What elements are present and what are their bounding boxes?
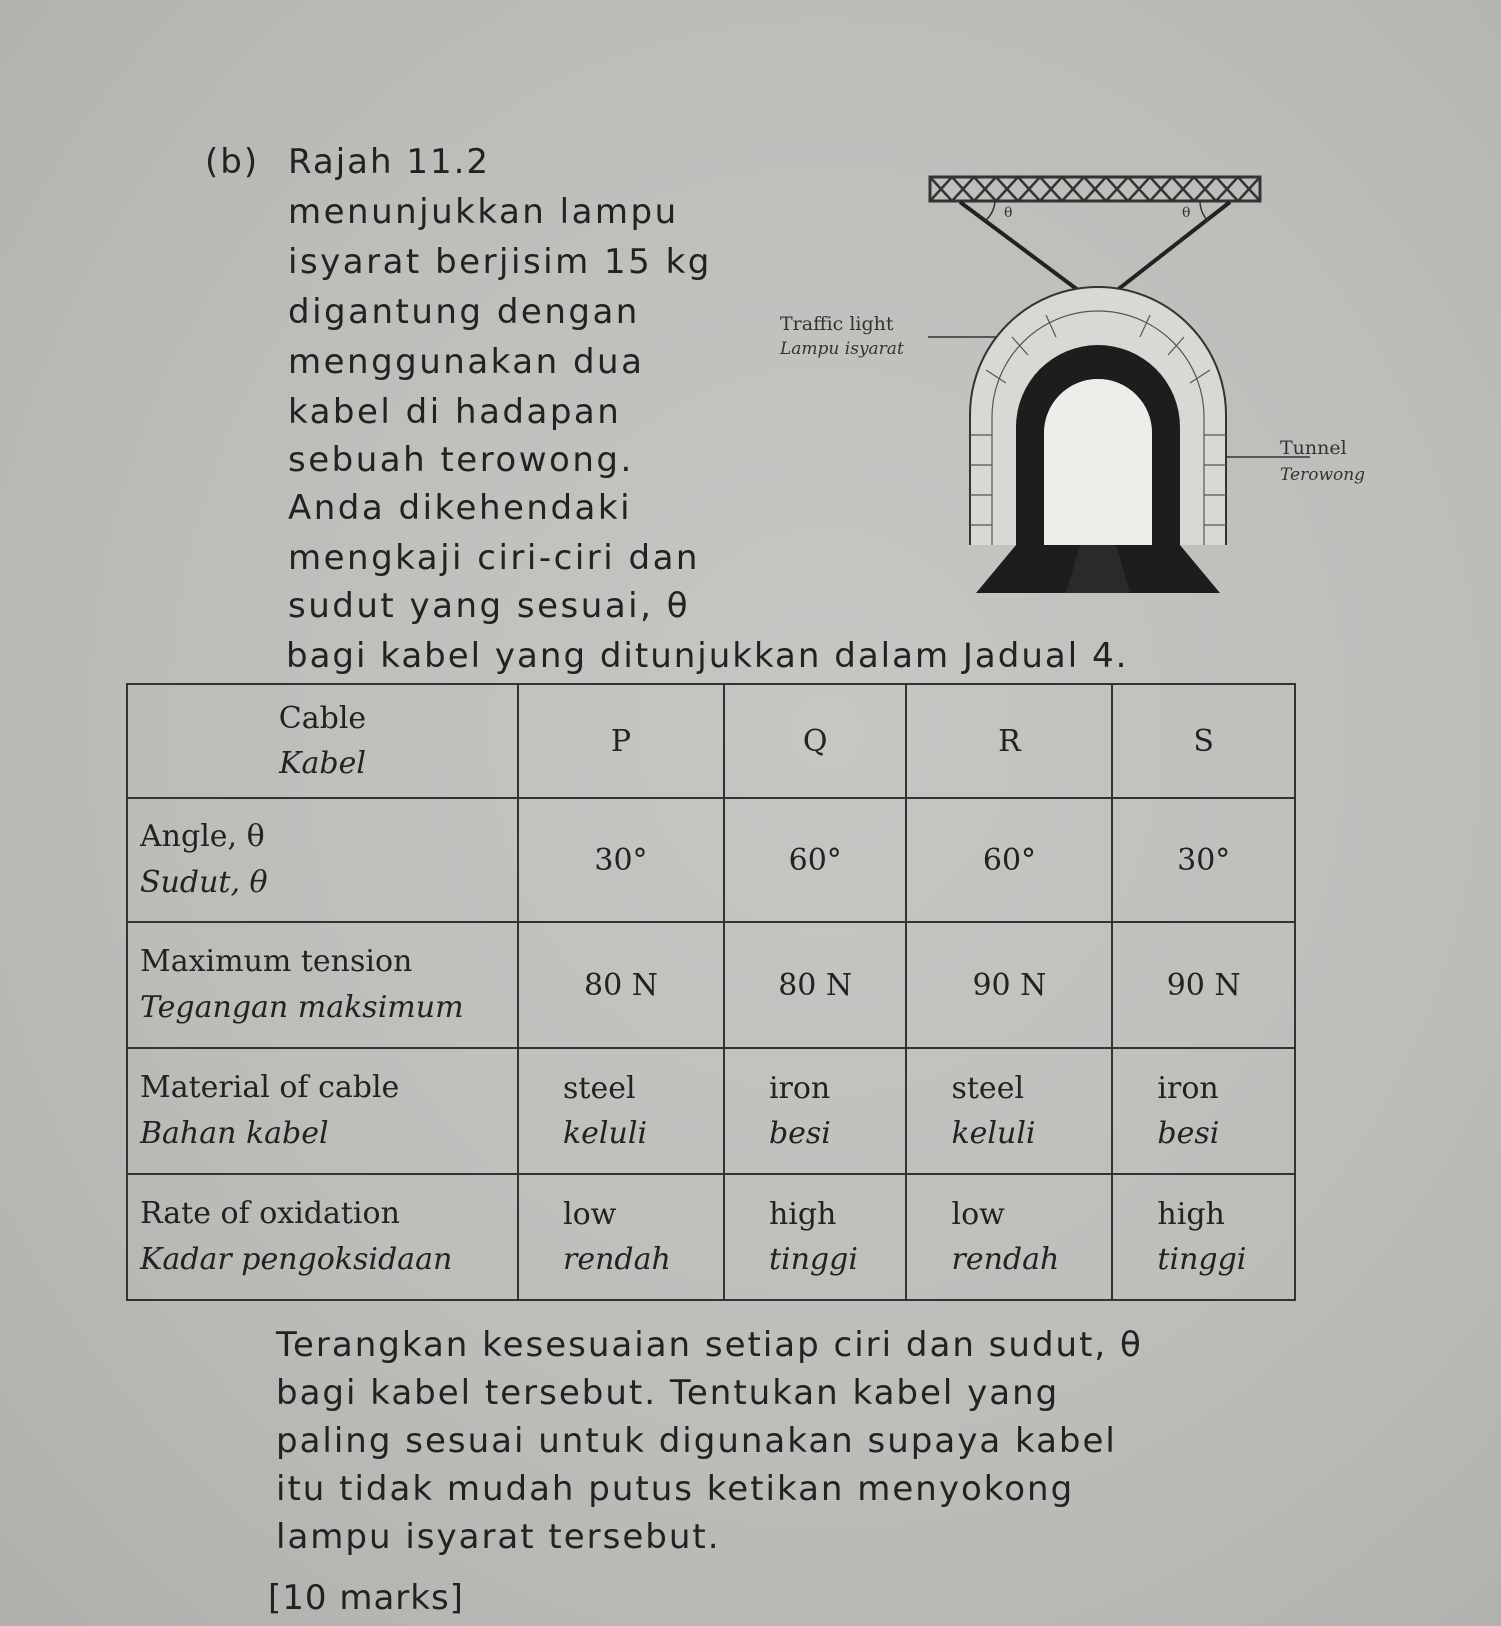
column-s: S: [1112, 684, 1295, 798]
oxidation-en: low: [951, 1197, 1005, 1232]
material-r: [906, 1048, 1112, 1174]
intro-full-line: bagi kabel yang ditunjukkan dalam Jadual 4.: [286, 636, 1129, 676]
material-en: iron: [768, 1071, 831, 1106]
instruction-line: lampu isyarat tersebut.: [276, 1517, 721, 1557]
table-row-tension: [127, 922, 1295, 1048]
material-s: [1112, 1048, 1295, 1174]
header-cable-cell: [127, 684, 518, 798]
traffic-light-label-ms: Lampu isyarat: [780, 339, 904, 359]
tension-r: 90 N: [906, 922, 1112, 1048]
angle-q: 60°: [724, 798, 907, 922]
row-label-ms: Bahan kabel: [140, 1116, 329, 1151]
material-en: steel: [951, 1071, 1025, 1106]
material-en: iron: [1157, 1071, 1219, 1106]
tunnel-diagram: [780, 165, 1400, 595]
material-ms: besi: [768, 1116, 831, 1151]
tunnel-arch: [970, 287, 1226, 593]
instruction-line: paling sesuai untuk digunakan supaya kabel: [276, 1421, 1117, 1461]
row-label-ms: Kadar pengoksidaan: [140, 1242, 453, 1277]
cable-table: [126, 683, 1296, 1301]
tunnel-illustration: [780, 165, 1400, 595]
row-label-en: Maximum tension: [140, 943, 413, 979]
instruction-line: bagi kabel tersebut. Tentukan kabel yang: [276, 1373, 1060, 1413]
instruction-line: itu tidak mudah putus ketikan menyokong: [276, 1469, 1075, 1509]
girder-beam: [930, 177, 1260, 201]
row-label-tension: [127, 922, 518, 1048]
intro-line: sebuah terowong.: [288, 440, 634, 480]
column-p: P: [518, 684, 724, 798]
material-q: [724, 1048, 907, 1174]
angle-s: 30°: [1112, 798, 1295, 922]
row-label-en: Rate of oxidation: [140, 1195, 400, 1231]
intro-line: digantung dengan: [288, 292, 640, 332]
material-p: [518, 1048, 724, 1174]
table-row-material: [127, 1048, 1295, 1174]
intro-line: kabel di hadapan: [288, 392, 622, 432]
oxidation-s: [1112, 1174, 1295, 1300]
angle-r: 60°: [906, 798, 1112, 922]
oxidation-ms: rendah: [563, 1242, 671, 1277]
tunnel-label-en: Tunnel: [1280, 437, 1347, 459]
table-row-angle: [127, 798, 1295, 922]
question-label: (b): [205, 142, 260, 182]
tunnel-label-ms: Terowong: [1280, 465, 1366, 485]
row-label-en: Material of cable: [140, 1069, 400, 1105]
material-ms: keluli: [563, 1116, 648, 1151]
intro-line: menggunakan dua: [288, 342, 645, 382]
intro-line: isyarat berjisim 15 kg: [288, 242, 712, 282]
oxidation-en: high: [1157, 1197, 1225, 1232]
intro-line: sudut yang sesuai, θ: [288, 586, 691, 626]
oxidation-q: [724, 1174, 907, 1300]
oxidation-ms: tinggi: [768, 1242, 858, 1277]
table-row-oxidation: [127, 1174, 1295, 1300]
row-label-ms: Sudut, θ: [140, 865, 268, 900]
tension-q: 80 N: [724, 922, 907, 1048]
material-en: steel: [563, 1071, 636, 1106]
column-q: Q: [724, 684, 907, 798]
row-label-ms: Tegangan maksimum: [140, 990, 464, 1025]
row-label-en: Angle, θ: [140, 818, 265, 854]
oxidation-ms: rendah: [951, 1242, 1060, 1277]
oxidation-p: [518, 1174, 724, 1300]
traffic-light-label-en: Traffic light: [780, 313, 894, 335]
column-r: R: [906, 684, 1112, 798]
material-ms: besi: [1157, 1116, 1220, 1151]
header-label-en: Cable: [278, 701, 367, 736]
intro-line: menunjukkan lampu: [288, 192, 679, 232]
angle-p: 30°: [518, 798, 724, 922]
row-label-angle: [127, 798, 518, 922]
oxidation-ms: tinggi: [1157, 1242, 1247, 1277]
header-label-ms: Kabel: [279, 746, 366, 781]
marks-label: [10 marks]: [268, 1578, 464, 1618]
table-header-row: [127, 684, 1295, 798]
oxidation-r: [906, 1174, 1112, 1300]
oxidation-en: high: [768, 1197, 837, 1232]
row-label-oxidation: [127, 1174, 518, 1300]
oxidation-en: low: [563, 1197, 617, 1232]
intro-line: mengkaji ciri-ciri dan: [288, 538, 700, 578]
intro-line: Anda dikehendaki: [288, 488, 633, 528]
angle-label-right: θ: [1182, 205, 1191, 221]
tension-s: 90 N: [1112, 922, 1295, 1048]
angle-label-left: θ: [1004, 205, 1013, 221]
question-title: Rajah 11.2: [288, 142, 491, 182]
row-label-material: [127, 1048, 518, 1174]
tension-p: 80 N: [518, 922, 724, 1048]
material-ms: keluli: [951, 1116, 1036, 1151]
instruction-line: Terangkan kesesuaian setiap ciri dan sudut, θ: [276, 1325, 1143, 1365]
